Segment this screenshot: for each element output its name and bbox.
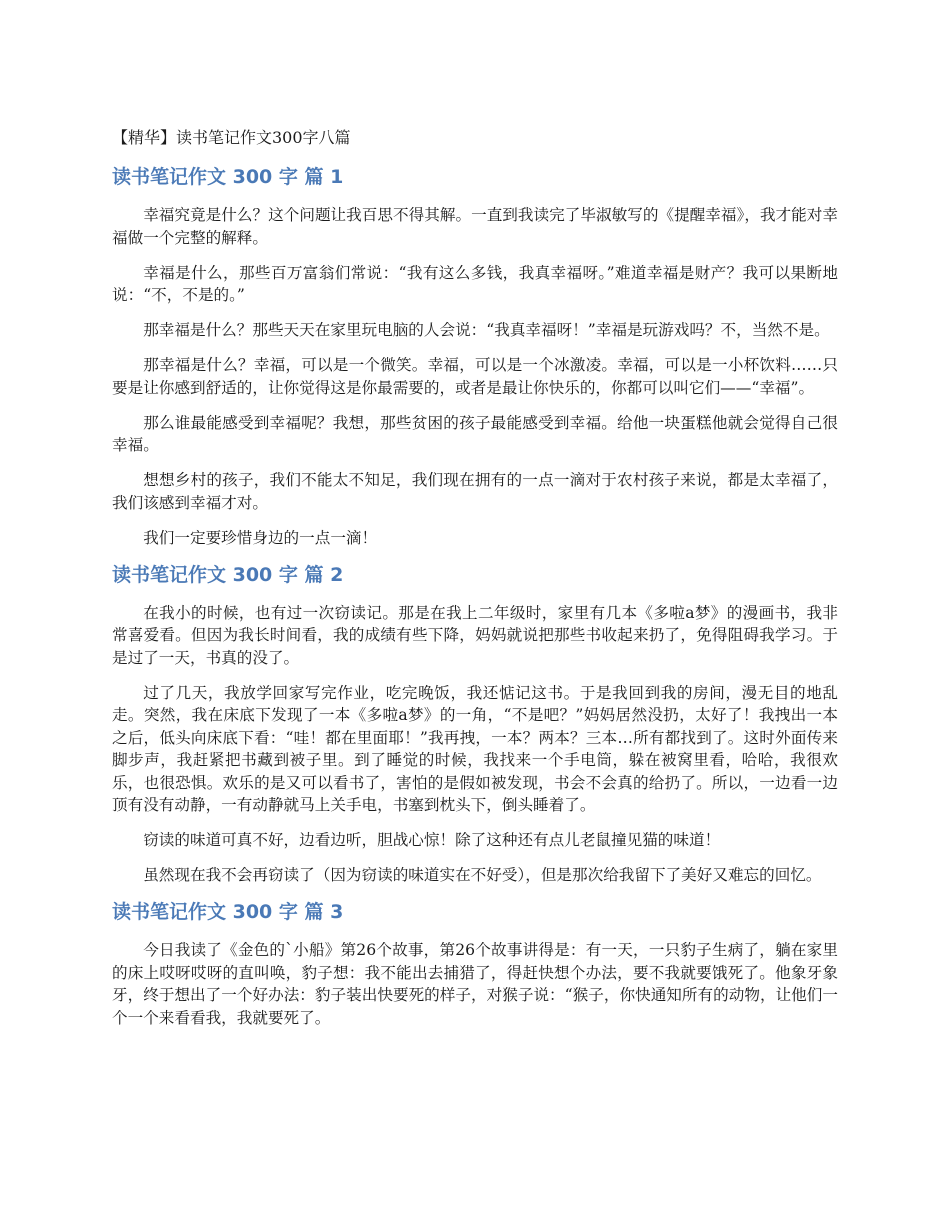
paragraph: 幸福究竟是什么？这个问题让我百思不得其解。一直到我读完了毕淑敏写的《提醒幸福》，我才能对幸福做一个完整的解释。 <box>112 206 838 247</box>
paragraph: 窃读的味道可真不好，边看边听，胆战心惊！除了这种还有点儿老鼠撞见猫的味道！ <box>143 831 721 849</box>
section-heading: 读书笔记作文 300 字 篇 1 <box>112 166 344 188</box>
paragraph: 那么谁最能感受到幸福呢？我想，那些贫困的孩子最能感受到幸福。给他一块蛋糕他就会觉得自己很幸福。 <box>112 413 838 454</box>
paragraph: 在我小的时候，也有过一次窃读记。那是在我上二年级时，家里有几本《多啦a梦》的漫画书，我非常喜爱看。但因为我长时间看，我的成绩有些下降，妈妈就说把那些书收起来扔了，免得阻碍我学习。于是过了一天，书真的没了。 <box>112 603 838 667</box>
section-2 <box>112 562 838 887</box>
paragraph: 今日我读了《金色的`小船》第26个故事，第26个故事讲得是：有一天，一只豹子生病了，躺在家里的床上哎呀哎呀的直叫唤，豹子想：我不能出去捕猎了，得赶快想个办法，要不我就要饿死了。他象牙象牙，终于想出了一个好办法：豹子装出快要死的样子，对猴子说：“猴子，你快通知所有的动物，让他们一个一个来看看我，我就要死了。 <box>112 941 838 1027</box>
document-title: 【精华】读书笔记作文300字八篇 <box>112 128 351 147</box>
paragraph: 过了几天，我放学回家写完作业，吃完晚饭，我还惦记这书。于是我回到我的房间，漫无目的地乱走。突然，我在床底下发现了一本《多啦a梦》的一角，“不是吧？”妈妈居然没扔，太好了！我拽出一本之后，低头向床底下看：“哇！都在里面耶！”我再拽，一本？两本？三本…所有都找到了。这时外面传来脚步声，我赶紧把书藏到被子里。到了睡觉的时候，我找来一个手电筒，躲在被窝里看，哈哈，我很欢乐，也很恐惧。欢乐的是又可以看书了，害怕的是假如被发现，书会不会真的给扔了。所以，一边看一边顶有没有动静，一有动静就马上关手电，书塞到枕头下，倒头睡着了。 <box>112 683 838 814</box>
section-1 <box>112 164 838 549</box>
paragraph: 那幸福是什么？那些天天在家里玩电脑的人会说：“我真幸福呀！”幸福是玩游戏吗？不，当然不是。 <box>143 321 830 339</box>
paragraph: 我们一定要珍惜身边的一点一滴！ <box>143 528 378 547</box>
section-3 <box>112 899 838 1029</box>
paragraph: 想想乡村的孩子，我们不能太不知足，我们现在拥有的一点一滴对于农村孩子来说，都是太幸福了，我们该感到幸福才对。 <box>112 471 838 512</box>
section-heading: 读书笔记作文 300 字 篇 2 <box>112 563 344 586</box>
paragraph: 那幸福是什么？幸福，可以是一个微笑。幸福，可以是一个冰激凌。幸福，可以是一小杯饮料……只要是让你感到舒适的，让你觉得这是你最需要的，或者是最让你快乐的，你都可以叫它们——“幸福”。 <box>112 356 838 397</box>
paragraph: 幸福是什么，那些百万富翁们常说：“我有这么多钱，我真幸福呀。”难道幸福是财产？我可以果断地说：“不，不是的。” <box>112 263 838 304</box>
section-heading: 读书笔记作文 300 字 篇 3 <box>112 901 344 923</box>
paragraph: 虽然现在我不会再窃读了（因为窃读的味道实在不好受），但是那次给我留下了美好又难忘的回忆。 <box>143 866 822 884</box>
